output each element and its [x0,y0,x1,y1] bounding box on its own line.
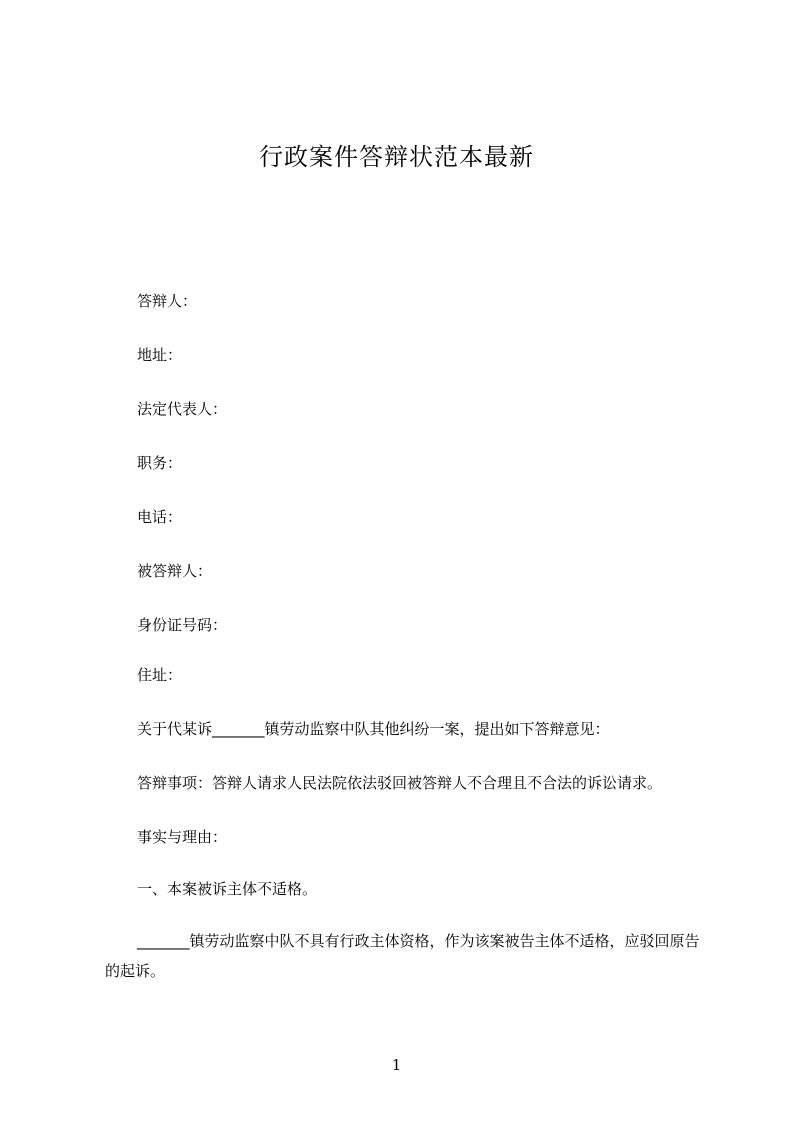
field-legal-representative: 法定代表人： [137,400,228,418]
field-id-number: 身份证号码： [137,616,228,634]
page-number: 1 [391,1056,402,1074]
document-title: 行政案件答辩状范本最新 [259,143,534,171]
field-phone: 电话： [137,508,183,526]
field-plaintiff: 被答辩人： [137,562,213,580]
field-position: 职务： [137,454,183,472]
field-respondent: 答辩人： [137,292,198,310]
field-residence: 住址： [137,666,183,684]
section-one-heading: 一、本案被诉主体不适格。 [137,880,318,898]
intro-statement: 关于代某诉_______镇劳动监察中队其他纠纷一案，提出如下答辩意见： [137,720,610,738]
defense-claim: 答辩事项：答辩人请求人民法院依法驳回被答辩人不合理且不合法的诉讼请求。 [137,774,663,792]
field-address: 地址： [137,346,183,364]
section-one-body: _______镇劳动监察中队不具有行政主体资格，作为该案被告主体不适格，应驳回原告的起诉。 [105,932,700,980]
facts-heading: 事实与理由： [137,828,228,846]
